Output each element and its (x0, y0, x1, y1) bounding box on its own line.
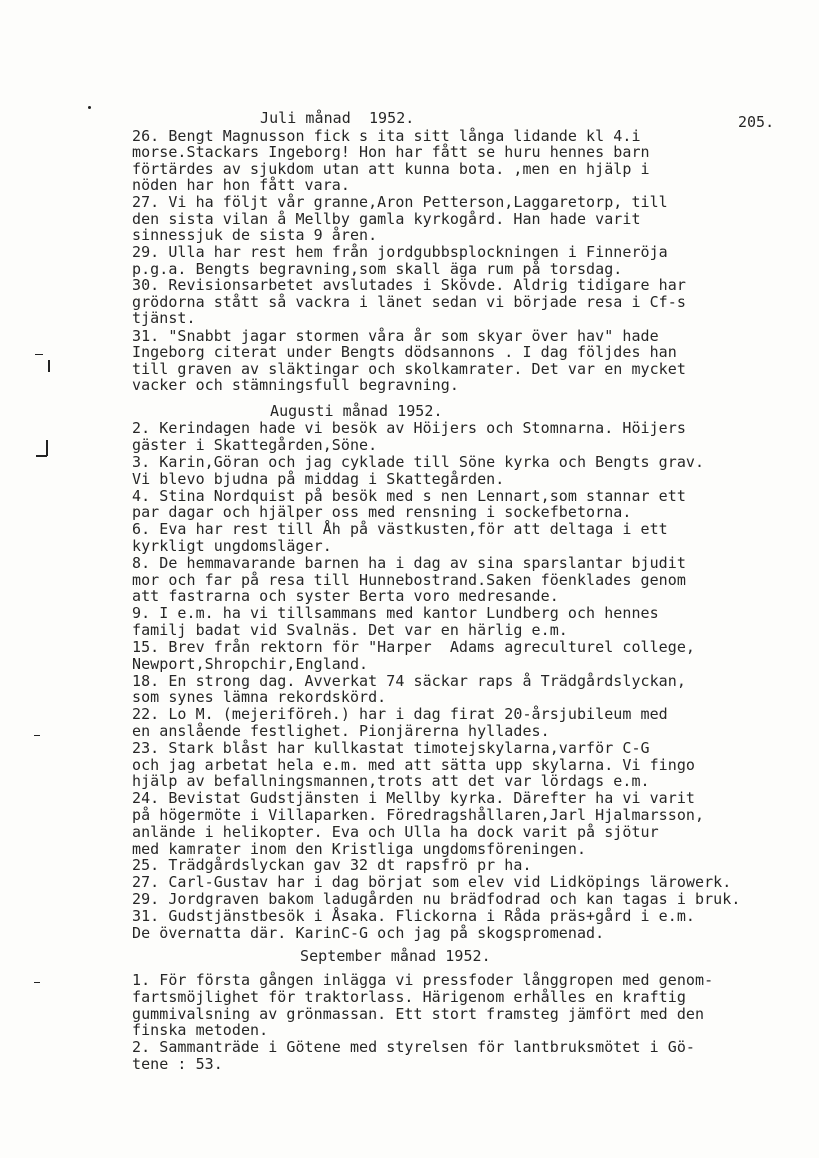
entry-line: en anslående festlighet. Pionjärerna hyllades. (132, 722, 550, 740)
entry-line: De övernatta där. KarinC-G och jag på skogspromenad. (132, 924, 605, 942)
entry-line: 27. Carl-Gustav har i dag börjat som elev vid Lidköpings lärowerk. (132, 873, 732, 891)
margin-mark (48, 360, 50, 372)
entry-line: till graven av släktingar och skolkamrater. Det var en mycket (132, 360, 686, 378)
entry-line: 6. Eva har rest till Åh på västkusten,för att deltaga i ett (132, 520, 668, 538)
entry-line: 26. Bengt Magnusson fick s ita sitt långa lidande kl 4.i (132, 127, 641, 145)
entry-line: 1. För första gången inlägga vi pressfoder långgropen med genom- (132, 971, 714, 989)
entry-line: 24. Bevistat Gudstjänsten i Mellby kyrka. Därefter ha vi varit (132, 789, 696, 807)
entry-line: 3. Karin,Göran och jag cyklade till Söne kyrka och Bengts grav. (132, 453, 705, 471)
entry-line: 27. Vi ha följt vår granne,Aron Petterson,Laggaretorp, till (132, 193, 668, 211)
entry-line: 2. Kerindagen hade vi besök av Höijers och Stomnarna. Höijers (132, 419, 686, 437)
entry-line: 25. Trädgårdslyckan gav 32 dt rapsfrö pr ha. (132, 856, 532, 874)
entry-line: tjänst. (132, 309, 196, 327)
entry-line: 2. Sammanträde i Götene med styrelsen för lantbruksmötet i Gö- (132, 1038, 696, 1056)
entry-line: tene : 53. (132, 1055, 223, 1073)
entry-line: 9. I e.m. ha vi tillsammans med kantor Lundberg och hennes (132, 604, 659, 622)
section-heading-august: Augusti månad 1952. (270, 402, 443, 420)
entry-line: sinnessjuk de sista 9 åren. (132, 226, 378, 244)
entry-line: 18. En strong dag. Avverkat 74 säckar raps å Trädgårdslyckan, (132, 672, 686, 690)
entry-line: anlände i helikopter. Eva och Ulla ha dock varit på sjötur (132, 823, 659, 841)
entry-line: morse.Stackars Ingeborg! Hon har fått se huru hennes barn (132, 143, 650, 161)
entry-line: par dagar och hjälper oss med rensning i sockefbetorna. (132, 503, 632, 521)
section-heading-july: Juli månad 1952. (260, 109, 415, 127)
entry-line: vacker och stämningsfull begravning. (132, 376, 459, 394)
entry-line: fartsmöjlighet för traktorlass. Härigenom erhålles en kraftig (132, 988, 686, 1006)
entry-line: familj badat vid Svalnäs. Det var en härlig e.m. (132, 621, 568, 639)
entry-line: 31. Gudstjänstbesök i Åsaka. Flickorna i Råda präs+gård i e.m. (132, 907, 696, 925)
margin-mark (35, 354, 43, 355)
entry-line: med kamrater inom den Kristliga ungdomsföreningen. (132, 840, 587, 858)
section-heading-september: September månad 1952. (300, 947, 491, 965)
entry-line: och jag arbetat hela e.m. med att sätta upp skylarna. Vi fingo (132, 756, 696, 774)
entry-line: Newport,Shropchir,England. (132, 655, 369, 673)
entry-line: 23. Stark blåst har kullkastat timotejskylarna,varför C-G (132, 739, 650, 757)
entry-line: förtärdes av sjukdom utan att kunna bota. ,men en hjälp i (132, 160, 650, 178)
entry-line: grödorna stått så vackra i länet sedan vi började resa i Cf-s (132, 293, 686, 311)
entry-line: nöden har hon fått vara. (132, 176, 350, 194)
entry-line: 31. "Snabbt jagar stormen våra år som skyar över hav" hade (132, 327, 659, 345)
entry-line: kyrkligt ungdomsläger. (132, 537, 332, 555)
entry-line: mor och far på resa till Hunnebostrand.Saken föenklades genom (132, 571, 686, 589)
entry-line: att fastrarna och syster Berta voro medresande. (132, 587, 559, 605)
entry-line: 29. Jordgraven bakom ladugården nu brädfodrad och kan tagas i bruk. (132, 890, 741, 908)
margin-mark (34, 982, 40, 983)
entry-line: 22. Lo M. (mejeriföreh.) har i dag firat 20-årsjubileum med (132, 705, 668, 723)
entry-line: 29. Ulla har rest hem från jordgubbsplockningen i Finneröja (132, 243, 668, 261)
margin-mark (46, 440, 48, 456)
entry-line: p.g.a. Bengts begravning,som skall äga rum på torsdag. (132, 260, 623, 278)
entry-line: 4. Stina Nordquist på besök med s nen Lennart,som stannar ett (132, 487, 686, 505)
entry-line: som synes lämna rekordskörd. (132, 688, 387, 706)
margin-mark (36, 455, 47, 457)
entry-line: 8. De hemmavarande barnen ha i dag av sina sparslantar bjudit (132, 554, 686, 572)
entry-line: gäster i Skattegården,Söne. (132, 436, 378, 454)
entry-line: Vi blevo bjudna på middag i Skattegården. (132, 470, 505, 488)
entry-line: gummivalsning av grönmassan. Ett stort framsteg jämfört med den (132, 1005, 705, 1023)
entry-line: finska metoden. (132, 1021, 269, 1039)
entry-line: Ingeborg citerat under Bengts dödsannons . I dag följdes han (132, 343, 677, 361)
entry-line: den sista vilan å Mellby gamla kyrkogård. Han hade varit (132, 210, 641, 228)
entry-line: hjälp av befallningsmannen,trots att det var lördags e.m. (132, 772, 650, 790)
scan-dot (88, 106, 91, 109)
page-number: 205. (738, 113, 775, 131)
margin-mark (34, 735, 40, 736)
entry-line: 15. Brev från rektorn för "Harper Adams agreculturel college, (132, 638, 696, 656)
entry-line: på högermöte i Villaparken. Föredragshållaren,Jarl Hjalmarsson, (132, 806, 705, 824)
entry-line: 30. Revisionsarbetet avslutades i Skövde. Aldrig tidigare har (132, 276, 686, 294)
